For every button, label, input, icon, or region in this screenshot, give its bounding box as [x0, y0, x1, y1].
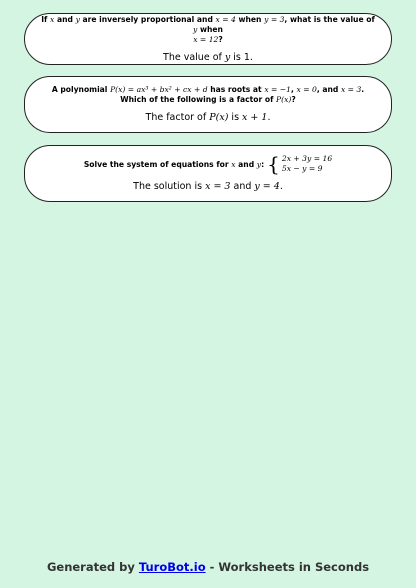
- footer-suffix: - Worksheets in Seconds: [205, 560, 370, 574]
- text-fragment: ,: [290, 85, 297, 94]
- question-text: [39, 154, 377, 174]
- math-fragment: y = 3: [264, 14, 285, 24]
- math-fragment: y: [75, 14, 80, 24]
- math-fragment: y: [193, 24, 198, 34]
- text-fragment: The factor of: [145, 112, 210, 123]
- footer: [0, 560, 416, 574]
- text-fragment: .: [267, 112, 271, 123]
- text-fragment: ?: [218, 34, 223, 44]
- text-fragment: when: [235, 14, 265, 24]
- left-brace: {: [267, 152, 280, 176]
- math-fragment: y = 4: [254, 181, 280, 192]
- text-fragment: A polynomial: [51, 85, 111, 94]
- answer-text: [39, 181, 377, 193]
- math-fragment: x + 1: [242, 112, 268, 123]
- equation: 2x + 3y = 16: [281, 154, 333, 163]
- text-fragment: , and: [316, 85, 341, 94]
- equation: 5x − y = 9: [281, 164, 323, 173]
- text-fragment: .: [279, 181, 283, 192]
- question-card-3: [24, 145, 392, 202]
- math-fragment: P(x): [276, 95, 292, 104]
- text-fragment: and: [235, 160, 257, 169]
- text-fragment: and: [230, 181, 255, 192]
- text-fragment: Solve the system of equations for: [83, 160, 232, 169]
- text-fragment: , what is the value of: [284, 14, 375, 24]
- text-fragment: is: [228, 112, 243, 123]
- text-fragment: ?: [291, 95, 296, 104]
- question-text: [39, 85, 377, 105]
- math-fragment: x = 3: [205, 181, 231, 192]
- math-fragment: y: [256, 160, 262, 169]
- text-fragment: . Which of the following is a factor of: [120, 85, 365, 104]
- question-card-2: [24, 76, 392, 133]
- math-fragment: x: [50, 14, 55, 24]
- math-fragment: x = 3: [340, 85, 362, 94]
- turobot-link[interactable]: TuroBot.io: [138, 560, 206, 574]
- text-fragment: when: [197, 24, 223, 34]
- footer-prefix: Generated by: [46, 560, 139, 574]
- math-fragment: x = −1: [264, 85, 291, 94]
- text-fragment: If: [41, 14, 50, 24]
- text-fragment: The value of: [163, 51, 225, 63]
- math-fragment: x = 4: [215, 14, 236, 24]
- question-card-1: [24, 13, 392, 65]
- math-fragment: P(x) = ax³ + bx² + cx + d: [110, 85, 208, 94]
- text-fragment: and: [54, 14, 76, 24]
- answer-text: [39, 52, 377, 64]
- math-fragment: P(x): [209, 112, 229, 123]
- question-text: [39, 15, 377, 45]
- math-fragment: y: [224, 51, 231, 63]
- answer-text: [39, 112, 377, 124]
- math-fragment: x = 0: [296, 85, 317, 94]
- text-fragment: has roots at: [207, 85, 265, 94]
- text-fragment: :: [261, 160, 265, 169]
- text-fragment: The solution is: [133, 181, 206, 192]
- math-fragment: x = 12: [193, 34, 219, 44]
- text-fragment: are inversely proportional and: [79, 14, 216, 24]
- equation-system: [282, 154, 332, 174]
- math-fragment: x: [231, 160, 236, 169]
- text-fragment: is 1.: [230, 51, 253, 63]
- question-lead: [84, 160, 264, 170]
